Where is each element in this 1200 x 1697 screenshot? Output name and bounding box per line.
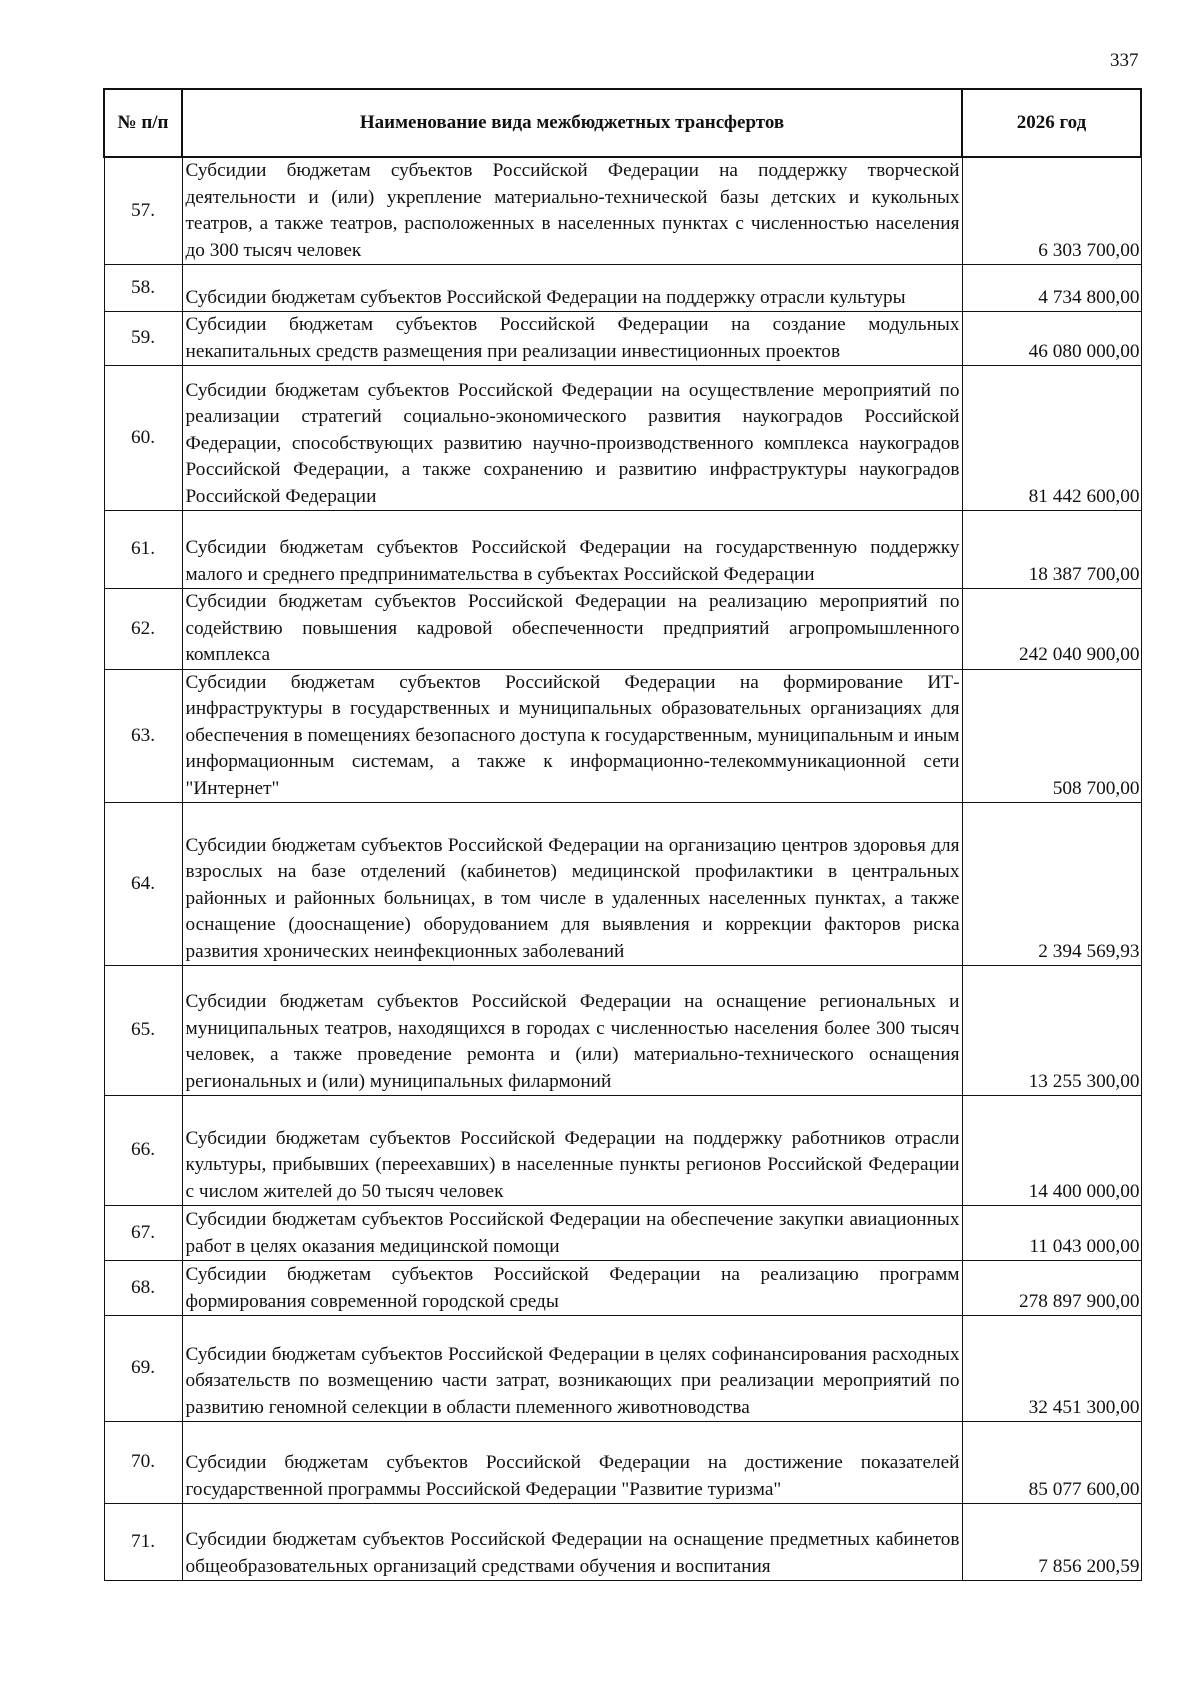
row-amount: 85 077 600,00: [962, 1422, 1141, 1504]
table-row: [104, 669, 1141, 803]
row-name: Субсидии бюджетам субъектов Российской Федерации на обеспечение закупки авиационных работ в целях оказания медицинской помощи: [182, 1206, 962, 1261]
row-amount: 18 387 700,00: [962, 511, 1141, 589]
header-year: 2026 год: [962, 89, 1141, 157]
row-number: 70.: [104, 1422, 182, 1504]
header-row: [104, 89, 1141, 157]
row-amount: 242 040 900,00: [962, 589, 1141, 670]
row-name: Субсидии бюджетам субъектов Российской Федерации на реализацию мероприятий по содействию повышения кадровой обеспеченности предприятий агропромышленного комплекса: [182, 589, 962, 670]
table-row: [104, 366, 1141, 511]
row-amount: 6 303 700,00: [962, 157, 1141, 265]
row-name: Субсидии бюджетам субъектов Российской Федерации на организацию центров здоровья для взрослых на базе отделений (кабинетов) медицинской профилактики в центральных районных и районных больницах, в том числе в удаленных населенных пунктах, а также оснащение (дооснащение) оборудованием для выявления и коррекции факторов риска развития хронических неинфекционных заболеваний: [182, 803, 962, 966]
table-row: [104, 1422, 1141, 1504]
table-row: [104, 1504, 1141, 1581]
row-name: Субсидии бюджетам субъектов Российской Федерации на формирование ИТ-инфраструктуры в государственных и муниципальных образовательных организациях для обеспечения в помещениях безопасного доступа к государственным, муниципальным и иным информационным системам, а также к информационно-телекоммуникационной сети "Интернет": [182, 669, 962, 803]
table-row: [104, 157, 1141, 265]
row-number: 69.: [104, 1316, 182, 1422]
row-name: Субсидии бюджетам субъектов Российской Федерации на достижение показателей государственной программы Российской Федерации "Развитие туризма": [182, 1422, 962, 1504]
row-number: 64.: [104, 803, 182, 966]
row-amount: 14 400 000,00: [962, 1096, 1141, 1206]
row-number: 60.: [104, 366, 182, 511]
row-number: 61.: [104, 511, 182, 589]
row-amount: 7 856 200,59: [962, 1504, 1141, 1581]
row-number: 62.: [104, 589, 182, 670]
table-row: [104, 589, 1141, 670]
header-name: Наименование вида межбюджетных трансфертов: [182, 89, 962, 157]
table-row: [104, 1096, 1141, 1206]
table-row: [104, 1316, 1141, 1422]
row-number: 66.: [104, 1096, 182, 1206]
row-number: 67.: [104, 1206, 182, 1261]
table-row: [104, 1261, 1141, 1316]
table-row: [104, 1206, 1141, 1261]
table-row: [104, 511, 1141, 589]
row-name: Субсидии бюджетам субъектов Российской Федерации на поддержку работников отрасли культуры, прибывших (переехавших) в населенные пункты регионов Российской Федерации с числом жителей до 50 тысяч человек: [182, 1096, 962, 1206]
row-name: Субсидии бюджетам субъектов Российской Федерации в целях софинансирования расходных обязательств по возмещению части затрат, возникающих при реализации мероприятий по развитию геномной селекции в области племенного животноводства: [182, 1316, 962, 1422]
row-name: Субсидии бюджетам субъектов Российской Федерации на реализацию программ формирования современной городской среды: [182, 1261, 962, 1316]
table-row: [104, 803, 1141, 966]
row-amount: 2 394 569,93: [962, 803, 1141, 966]
row-number: 59.: [104, 312, 182, 366]
table-row: [104, 312, 1141, 366]
row-number: 68.: [104, 1261, 182, 1316]
header-number: № п/п: [104, 89, 182, 157]
row-name: Субсидии бюджетам субъектов Российской Федерации на поддержку отрасли культуры: [182, 265, 962, 312]
transfers-table: [103, 88, 1142, 1581]
row-name: Субсидии бюджетам субъектов Российской Федерации на оснащение предметных кабинетов общеобразовательных организаций средствами обучения и воспитания: [182, 1504, 962, 1581]
row-amount: 81 442 600,00: [962, 366, 1141, 511]
table-header: [104, 89, 1141, 157]
page-number: 337: [1110, 50, 1139, 71]
row-amount: 13 255 300,00: [962, 966, 1141, 1096]
row-number: 63.: [104, 669, 182, 803]
table-body: [104, 157, 1141, 1581]
row-name: Субсидии бюджетам субъектов Российской Федерации на оснащение региональных и муниципальных театров, находящихся в городах с численностью населения более 300 тысяч человек, а также проведение ремонта и (или) материально-технического оснащения региональных и (или) муниципальных филармоний: [182, 966, 962, 1096]
row-number: 57.: [104, 157, 182, 265]
row-number: 58.: [104, 265, 182, 312]
row-number: 71.: [104, 1504, 182, 1581]
row-name: Субсидии бюджетам субъектов Российской Федерации на государственную поддержку малого и среднего предпринимательства в субъектах Российской Федерации: [182, 511, 962, 589]
table-row: [104, 265, 1141, 312]
row-amount: 32 451 300,00: [962, 1316, 1141, 1422]
row-number: 65.: [104, 966, 182, 1096]
row-amount: 508 700,00: [962, 669, 1141, 803]
row-amount: 4 734 800,00: [962, 265, 1141, 312]
row-amount: 278 897 900,00: [962, 1261, 1141, 1316]
table-row: [104, 966, 1141, 1096]
row-name: Субсидии бюджетам субъектов Российской Федерации на осуществление мероприятий по реализации стратегий социально-экономического развития наукоградов Российской Федерации, способствующих развитию научно-производственного комплекса наукоградов Российской Федерации, а также сохранению и развитию инфраструктуры наукоградов Российской Федерации: [182, 366, 962, 511]
row-amount: 46 080 000,00: [962, 312, 1141, 366]
row-name: Субсидии бюджетам субъектов Российской Федерации на поддержку творческой деятельности и (или) укрепление материально-технической базы детских и кукольных театров, а также театров, расположенных в населенных пунктах с численностью населения до 300 тысяч человек: [182, 157, 962, 265]
row-amount: 11 043 000,00: [962, 1206, 1141, 1261]
row-name: Субсидии бюджетам субъектов Российской Федерации на создание модульных некапитальных средств размещения при реализации инвестиционных проектов: [182, 312, 962, 366]
